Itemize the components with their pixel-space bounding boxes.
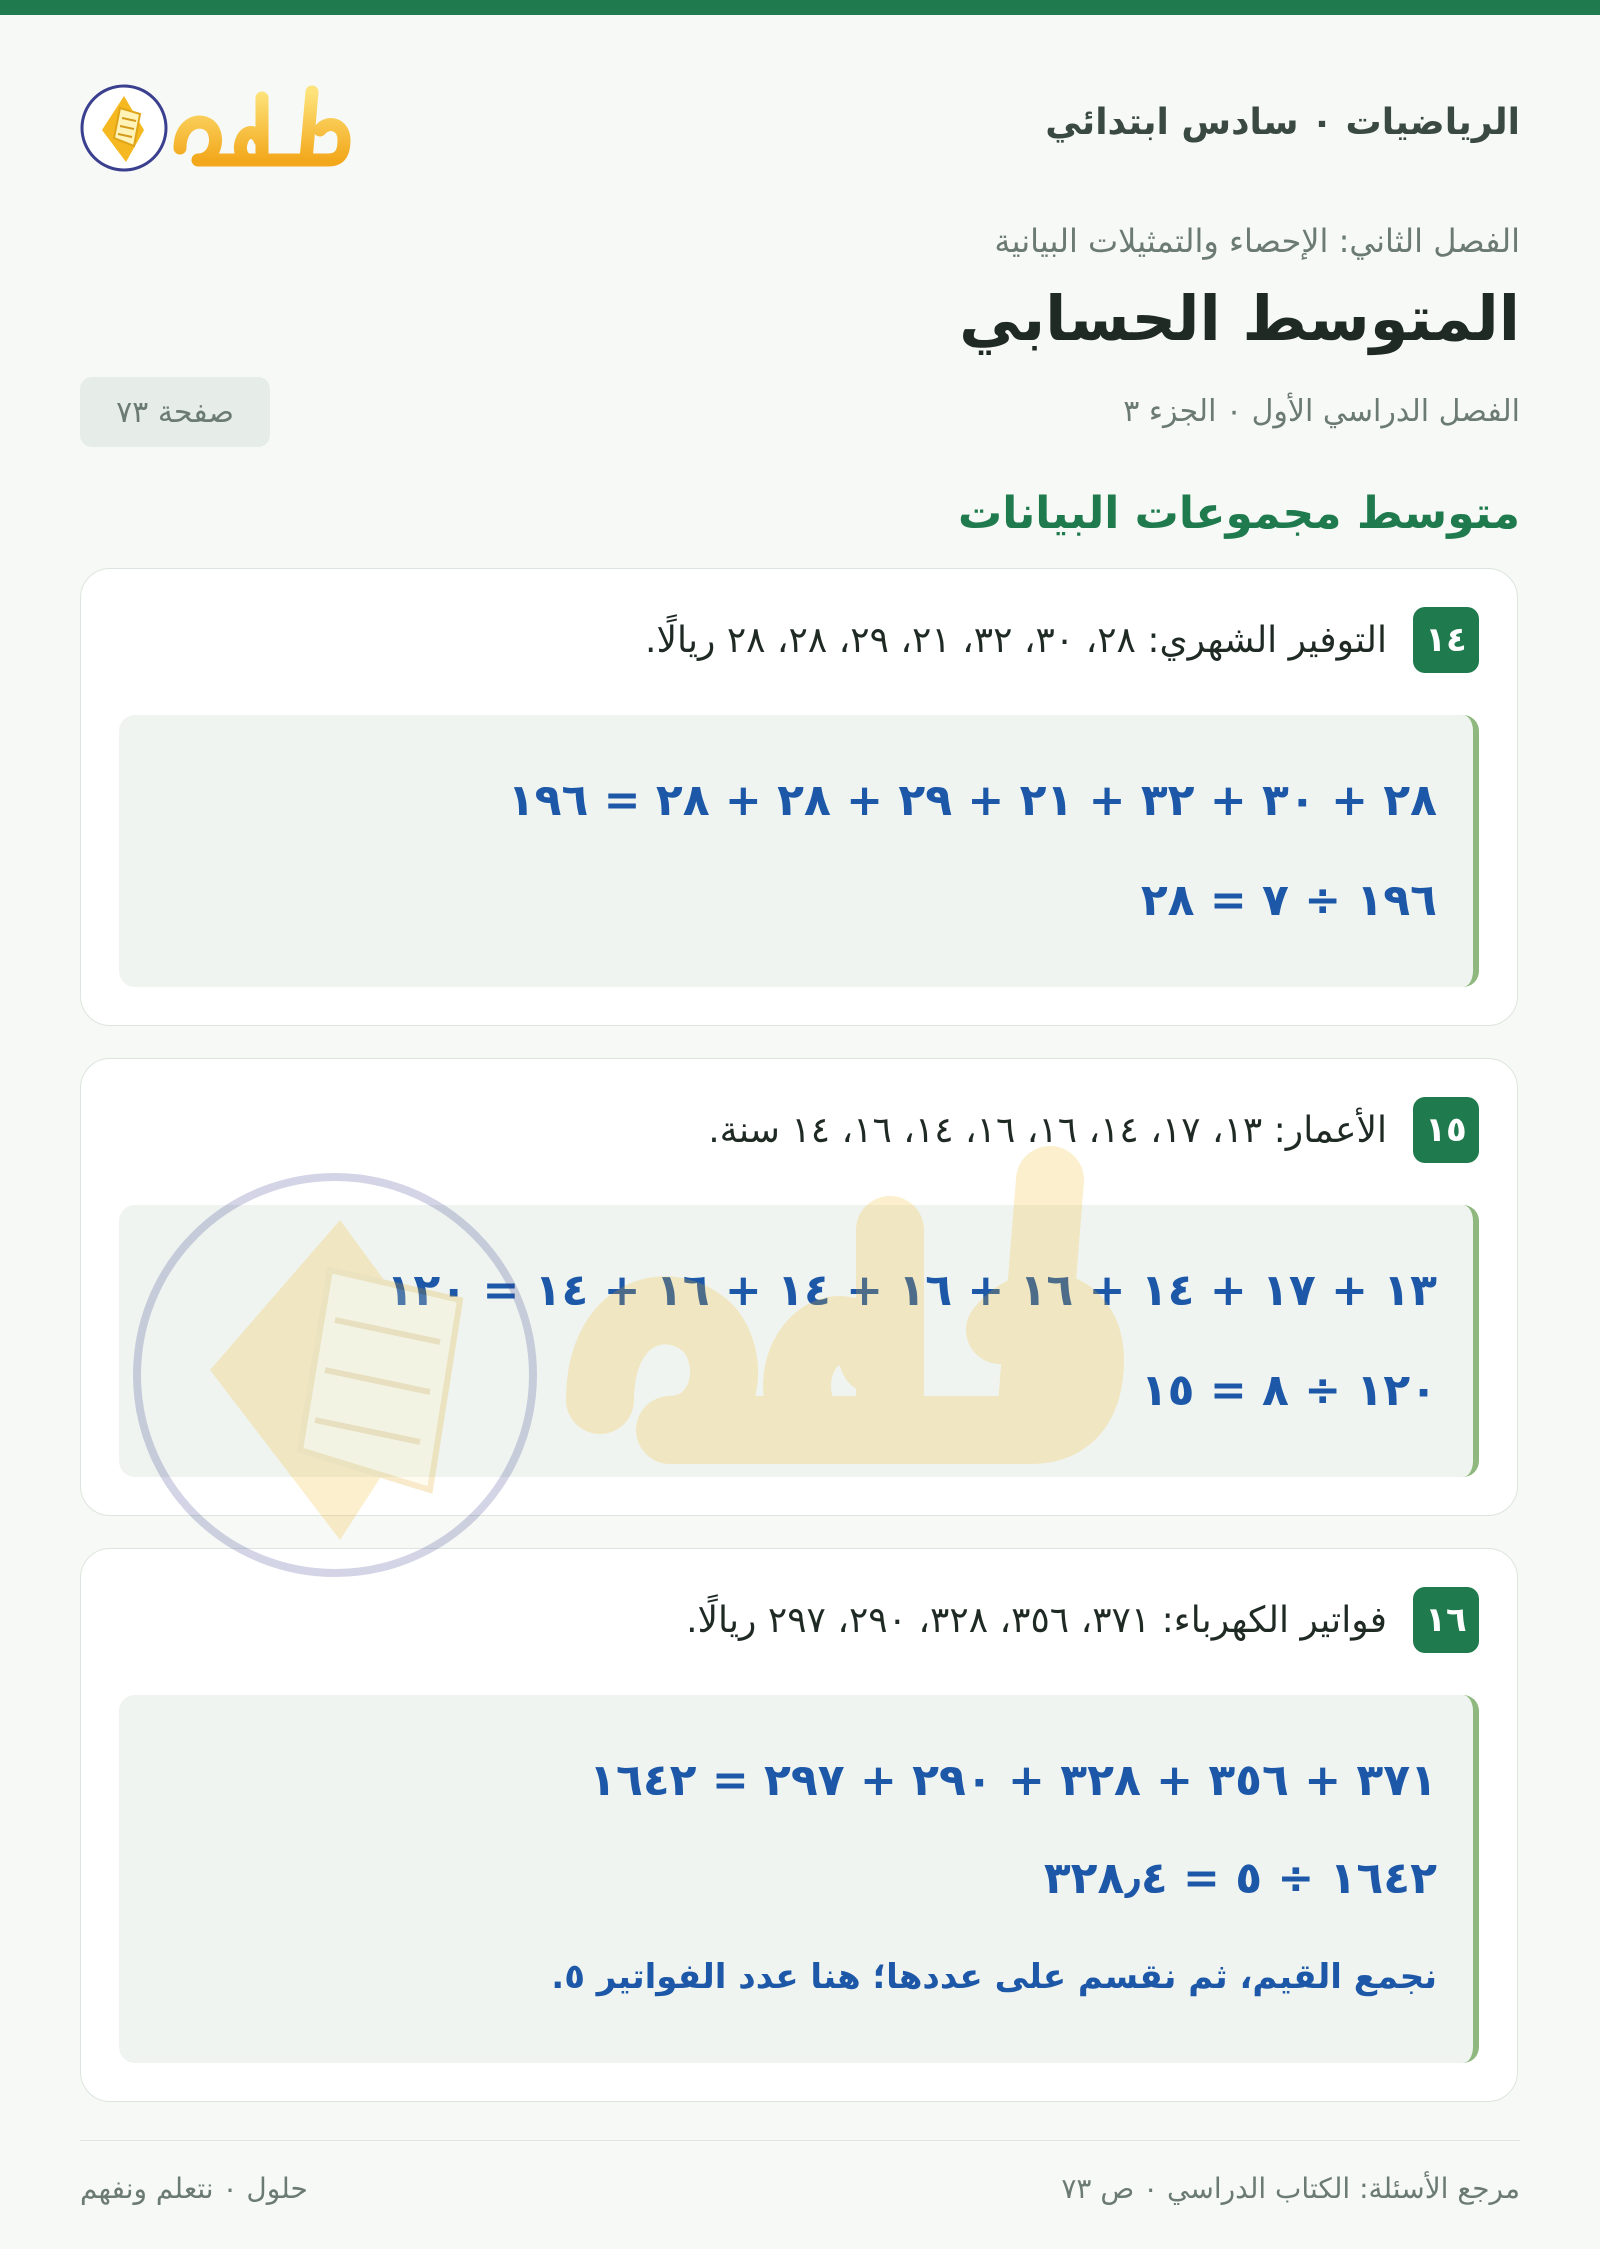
- solution-box: [119, 1695, 1479, 2063]
- footer-brand: حلول ٠ نتعلم ونفهم: [80, 2172, 308, 2205]
- question-number-badge: ١٤: [1413, 607, 1479, 673]
- question-text: التوفير الشهري: ٢٨، ٣٠، ٣٢، ٢١، ٢٩، ٢٨، ٢٨ ريالًا.: [645, 619, 1387, 661]
- footer-divider: [80, 2140, 1520, 2141]
- question-card-14: [80, 568, 1518, 1026]
- question-number-badge: ١٥: [1413, 1097, 1479, 1163]
- question-row: [686, 1587, 1479, 1653]
- sum-equation: ١٣ + ١٧ + ١٤ + ١٦ + ١٦ + ١٤ + ١٦ + ١٤ = ١٢٠: [386, 1265, 1437, 1316]
- mean-equation: ١٩٦ ÷ ٧ = ٢٨: [1140, 875, 1437, 926]
- term-label: الفصل الدراسي الأول ٠ الجزء ٣: [1123, 394, 1520, 429]
- footer-reference: مرجع الأسئلة: الكتاب الدراسي ٠ ص ٧٣: [1061, 2172, 1520, 2205]
- mean-equation: ١٦٤٢ ÷ ٥ = ٣٢٨٫٤: [1043, 1853, 1437, 1904]
- sum-equation: ٣٧١ + ٣٥٦ + ٣٢٨ + ٢٩٠ + ٢٩٧ = ١٦٤٢: [589, 1755, 1437, 1806]
- page-title: المتوسط الحسابي: [959, 282, 1520, 355]
- top-accent-bar: [0, 0, 1600, 15]
- question-row: [645, 607, 1479, 673]
- question-number-badge: ١٦: [1413, 1587, 1479, 1653]
- hulul-logo: [80, 68, 370, 188]
- subject-grade-label: الرياضيات ٠ سادس ابتدائي: [1045, 102, 1520, 143]
- question-text: الأعمار: ١٣، ١٧، ١٤، ١٦، ١٦، ١٤، ١٦، ١٤ سنة.: [708, 1109, 1387, 1151]
- page-number-badge: صفحة ٧٣: [80, 377, 270, 447]
- question-card-15: [80, 1058, 1518, 1516]
- page-header: [80, 60, 1520, 200]
- chapter-title: الفصل الثاني: الإحصاء والتمثيلات البيانية: [994, 222, 1520, 260]
- solution-box: [119, 715, 1479, 987]
- question-text: فواتير الكهرباء: ٣٧١، ٣٥٦، ٣٢٨، ٢٩٠، ٢٩٧ ريالًا.: [686, 1599, 1387, 1641]
- sum-equation: ٢٨ + ٣٠ + ٣٢ + ٢١ + ٢٩ + ٢٨ + ٢٨ = ١٩٦: [507, 775, 1437, 826]
- solution-note: نجمع القيم، ثم نقسم على عددها؛ هنا عدد الفواتير ٥.: [551, 1957, 1437, 1997]
- question-row: [708, 1097, 1479, 1163]
- question-card-16: [80, 1548, 1518, 2102]
- mean-equation: ١٢٠ ÷ ٨ = ١٥: [1140, 1365, 1437, 1416]
- section-title: متوسط مجموعات البيانات: [958, 488, 1520, 539]
- solution-box: [119, 1205, 1479, 1477]
